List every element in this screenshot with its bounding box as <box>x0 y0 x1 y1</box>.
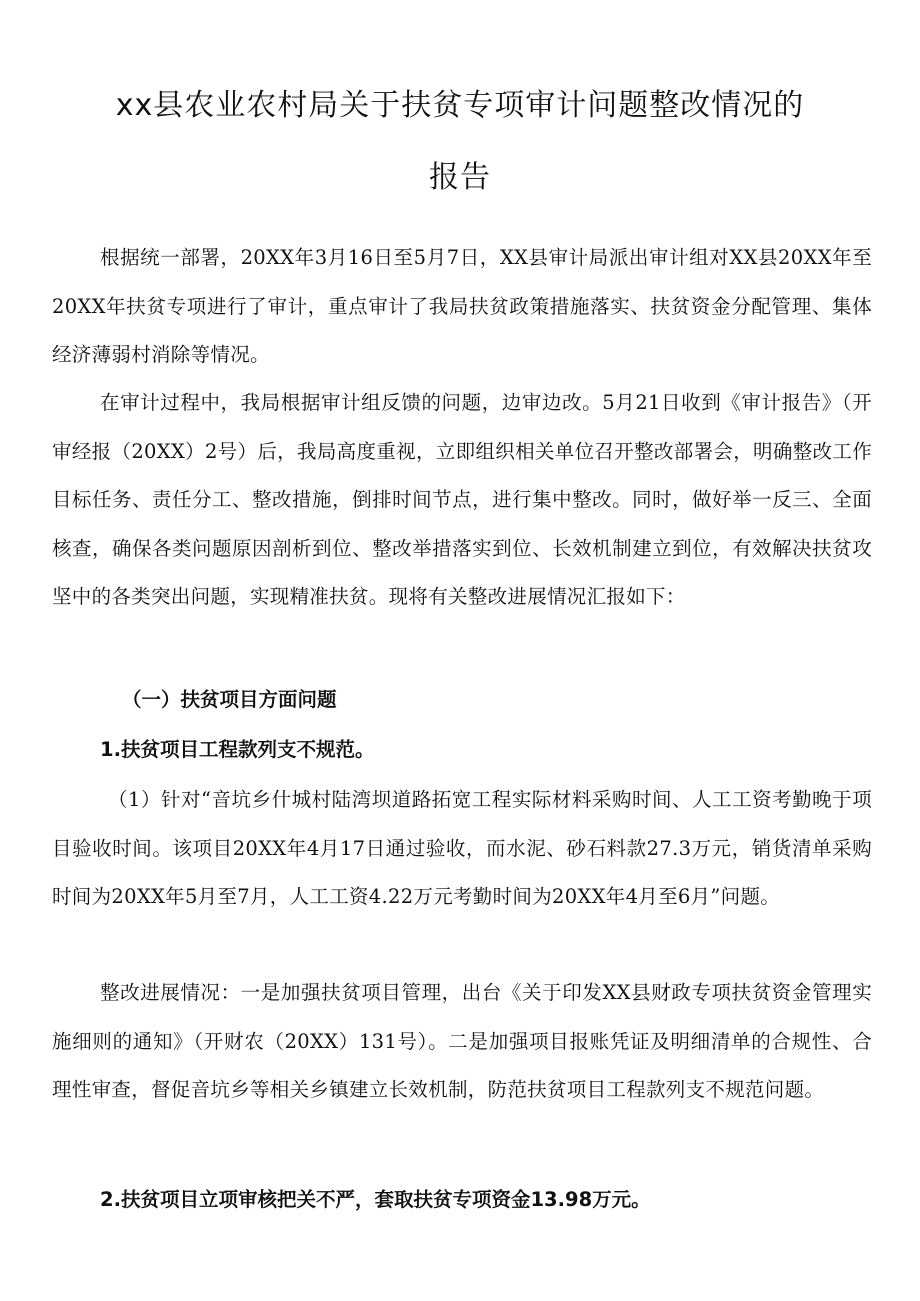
document-title-line-2: 报告 <box>429 160 491 195</box>
paragraph-issue-1-detail: （1）针对“音坑乡什城村陆湾坝道路拓宽工程实际材料采购时间、人工工资考勤晚于项目验收时间。该项目20XX年4月17日通过验收，而水泥、砂石料款27.3万元，销货清单采购时间为20XX年5月至7月，人工工资4.22万元考勤时间为20XX年4月至6月”问题。 <box>52 788 872 908</box>
paragraph-rectification-overview: 在审计过程中，我局根据审计组反馈的问题，边审边改。5月21日收到《审计报告》（开审经报（20XX）2号）后，我局高度重视，立即组织相关单位召开整改部署会，明确整改工作目标任务、责任分工、整改措施，倒排时间节点，进行集中整改。同时，做好举一反三、全面核查，确保各类问题原因剖析到位、整改举措落实到位、长效机制建立到位，有效解决扶贫攻坚中的各类突出问题，实现精准扶贫。现将有关整改进展情况汇报如下： <box>52 391 872 608</box>
item-heading-1: 1.扶贫项目工程款列支不规范。 <box>100 738 375 761</box>
paragraph-issue-1-progress: 整改进展情况：一是加强扶贫项目管理，出台《关于印发XX县财政专项扶贫资金管理实施细则的通知》（开财农（20XX）131号）。二是加强项目报账凭证及明细清单的合规性、合理性审查，督促音坑乡等相关乡镇建立长效机制，防范扶贫项目工程款列支不规范问题。 <box>52 981 872 1101</box>
paragraph-audit-background: 根据统一部署，20XX年3月16日至5月7日，XX县审计局派出审计组对XX县20XX年至20XX年扶贫专项进行了审计，重点审计了我局扶贫政策措施落实、扶贫资金分配管理、集体经济薄弱村消除等情况。 <box>52 246 872 366</box>
item-heading-2: 2.扶贫项目立项审核把关不严，套取扶贫专项资金13.98万元。 <box>100 1188 651 1211</box>
section-heading-1: （一）扶贫项目方面问题 <box>122 688 337 711</box>
document-title-line-1: xx县农业农村局关于扶贫专项审计问题整改情况的 <box>115 88 805 123</box>
